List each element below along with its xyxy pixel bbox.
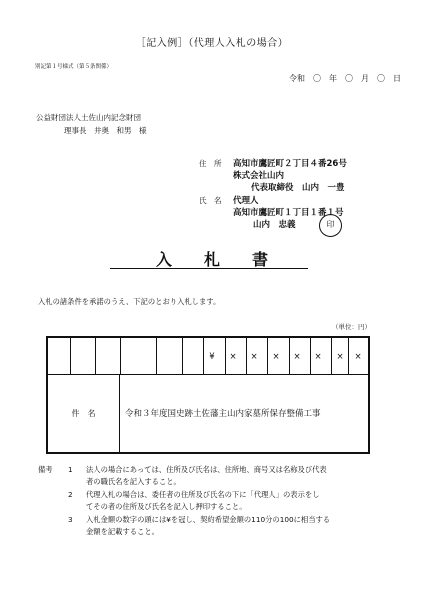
seal-stamp: 印 bbox=[319, 214, 342, 237]
address-label: 住 所 bbox=[199, 159, 222, 168]
bid-amount-table bbox=[46, 336, 370, 454]
agent-label: 代理人 bbox=[233, 196, 259, 206]
note-line: 法人の場合にあっては、住所及び氏名は、住所地、商号又は名称及び代表 bbox=[86, 465, 327, 474]
name-label: 氏 名 bbox=[199, 196, 222, 205]
bid-title: 入 札 書 bbox=[155, 250, 268, 269]
amount-cell: × bbox=[293, 352, 301, 362]
addressee-person: 理事長 井奥 和男 様 bbox=[64, 126, 147, 135]
item-value: 令和３年度国史跡土佐藩主山内家墓所保存整備工事 bbox=[125, 409, 321, 419]
grid-line bbox=[95, 338, 96, 374]
bid-intro: 入札の諸条件を承諾のうえ、下記のとおり入札します。 bbox=[38, 297, 221, 306]
title-underline bbox=[110, 268, 308, 269]
page-title: ［記入例］（代理人入札の場合） bbox=[135, 38, 289, 49]
amount-cell-yen: ¥ bbox=[209, 352, 215, 362]
item-label: 件 名 bbox=[48, 374, 120, 454]
form-number: 別記第１号様式（第５条関係） bbox=[35, 64, 113, 70]
unit-label: （単位：円） bbox=[332, 323, 371, 331]
note-number: 2 bbox=[68, 490, 73, 499]
representative-name: 代表取締役 山内 一豊 bbox=[251, 183, 345, 193]
note-line: 金額を記載すること。 bbox=[86, 527, 159, 536]
date-line: 令和 〇 年 〇 月 〇 日 bbox=[289, 74, 401, 83]
company-name: 株式会社山内 bbox=[233, 171, 285, 181]
note-line: 入札金額の数字の頭には¥を冠し、契約希望金額の110分の100に相当する bbox=[86, 515, 331, 524]
grid-line bbox=[120, 338, 121, 374]
notes-heading: 備考 bbox=[38, 465, 53, 474]
grid-line bbox=[70, 338, 71, 374]
amount-cell: × bbox=[354, 352, 362, 362]
grid-line bbox=[156, 338, 157, 374]
note-number: 3 bbox=[68, 515, 73, 524]
note-number: 1 bbox=[68, 465, 73, 474]
amount-cell: × bbox=[250, 352, 258, 362]
amount-cell: × bbox=[314, 352, 322, 362]
amount-cell: × bbox=[272, 352, 280, 362]
address-value: 高知市鷹匠町２丁目４番26号 bbox=[233, 159, 347, 169]
amount-cell: × bbox=[229, 352, 237, 362]
note-line: てその者の住所及び氏名を記入し押印すること。 bbox=[86, 502, 247, 511]
note-line: 代理入札の場合は、委任者の住所及び氏名の下に「代理人」の表示をし bbox=[86, 490, 320, 499]
agent-address: 高知市鷹匠町１丁目１番１号 bbox=[233, 208, 344, 218]
addressee-organization: 公益財団法人土佐山内記念財団 bbox=[36, 113, 141, 122]
agent-name: 山内 忠義 bbox=[253, 220, 296, 230]
note-line: 者の職氏名を記入すること。 bbox=[86, 477, 181, 486]
grid-line bbox=[182, 338, 183, 374]
amount-cell: × bbox=[336, 352, 344, 362]
